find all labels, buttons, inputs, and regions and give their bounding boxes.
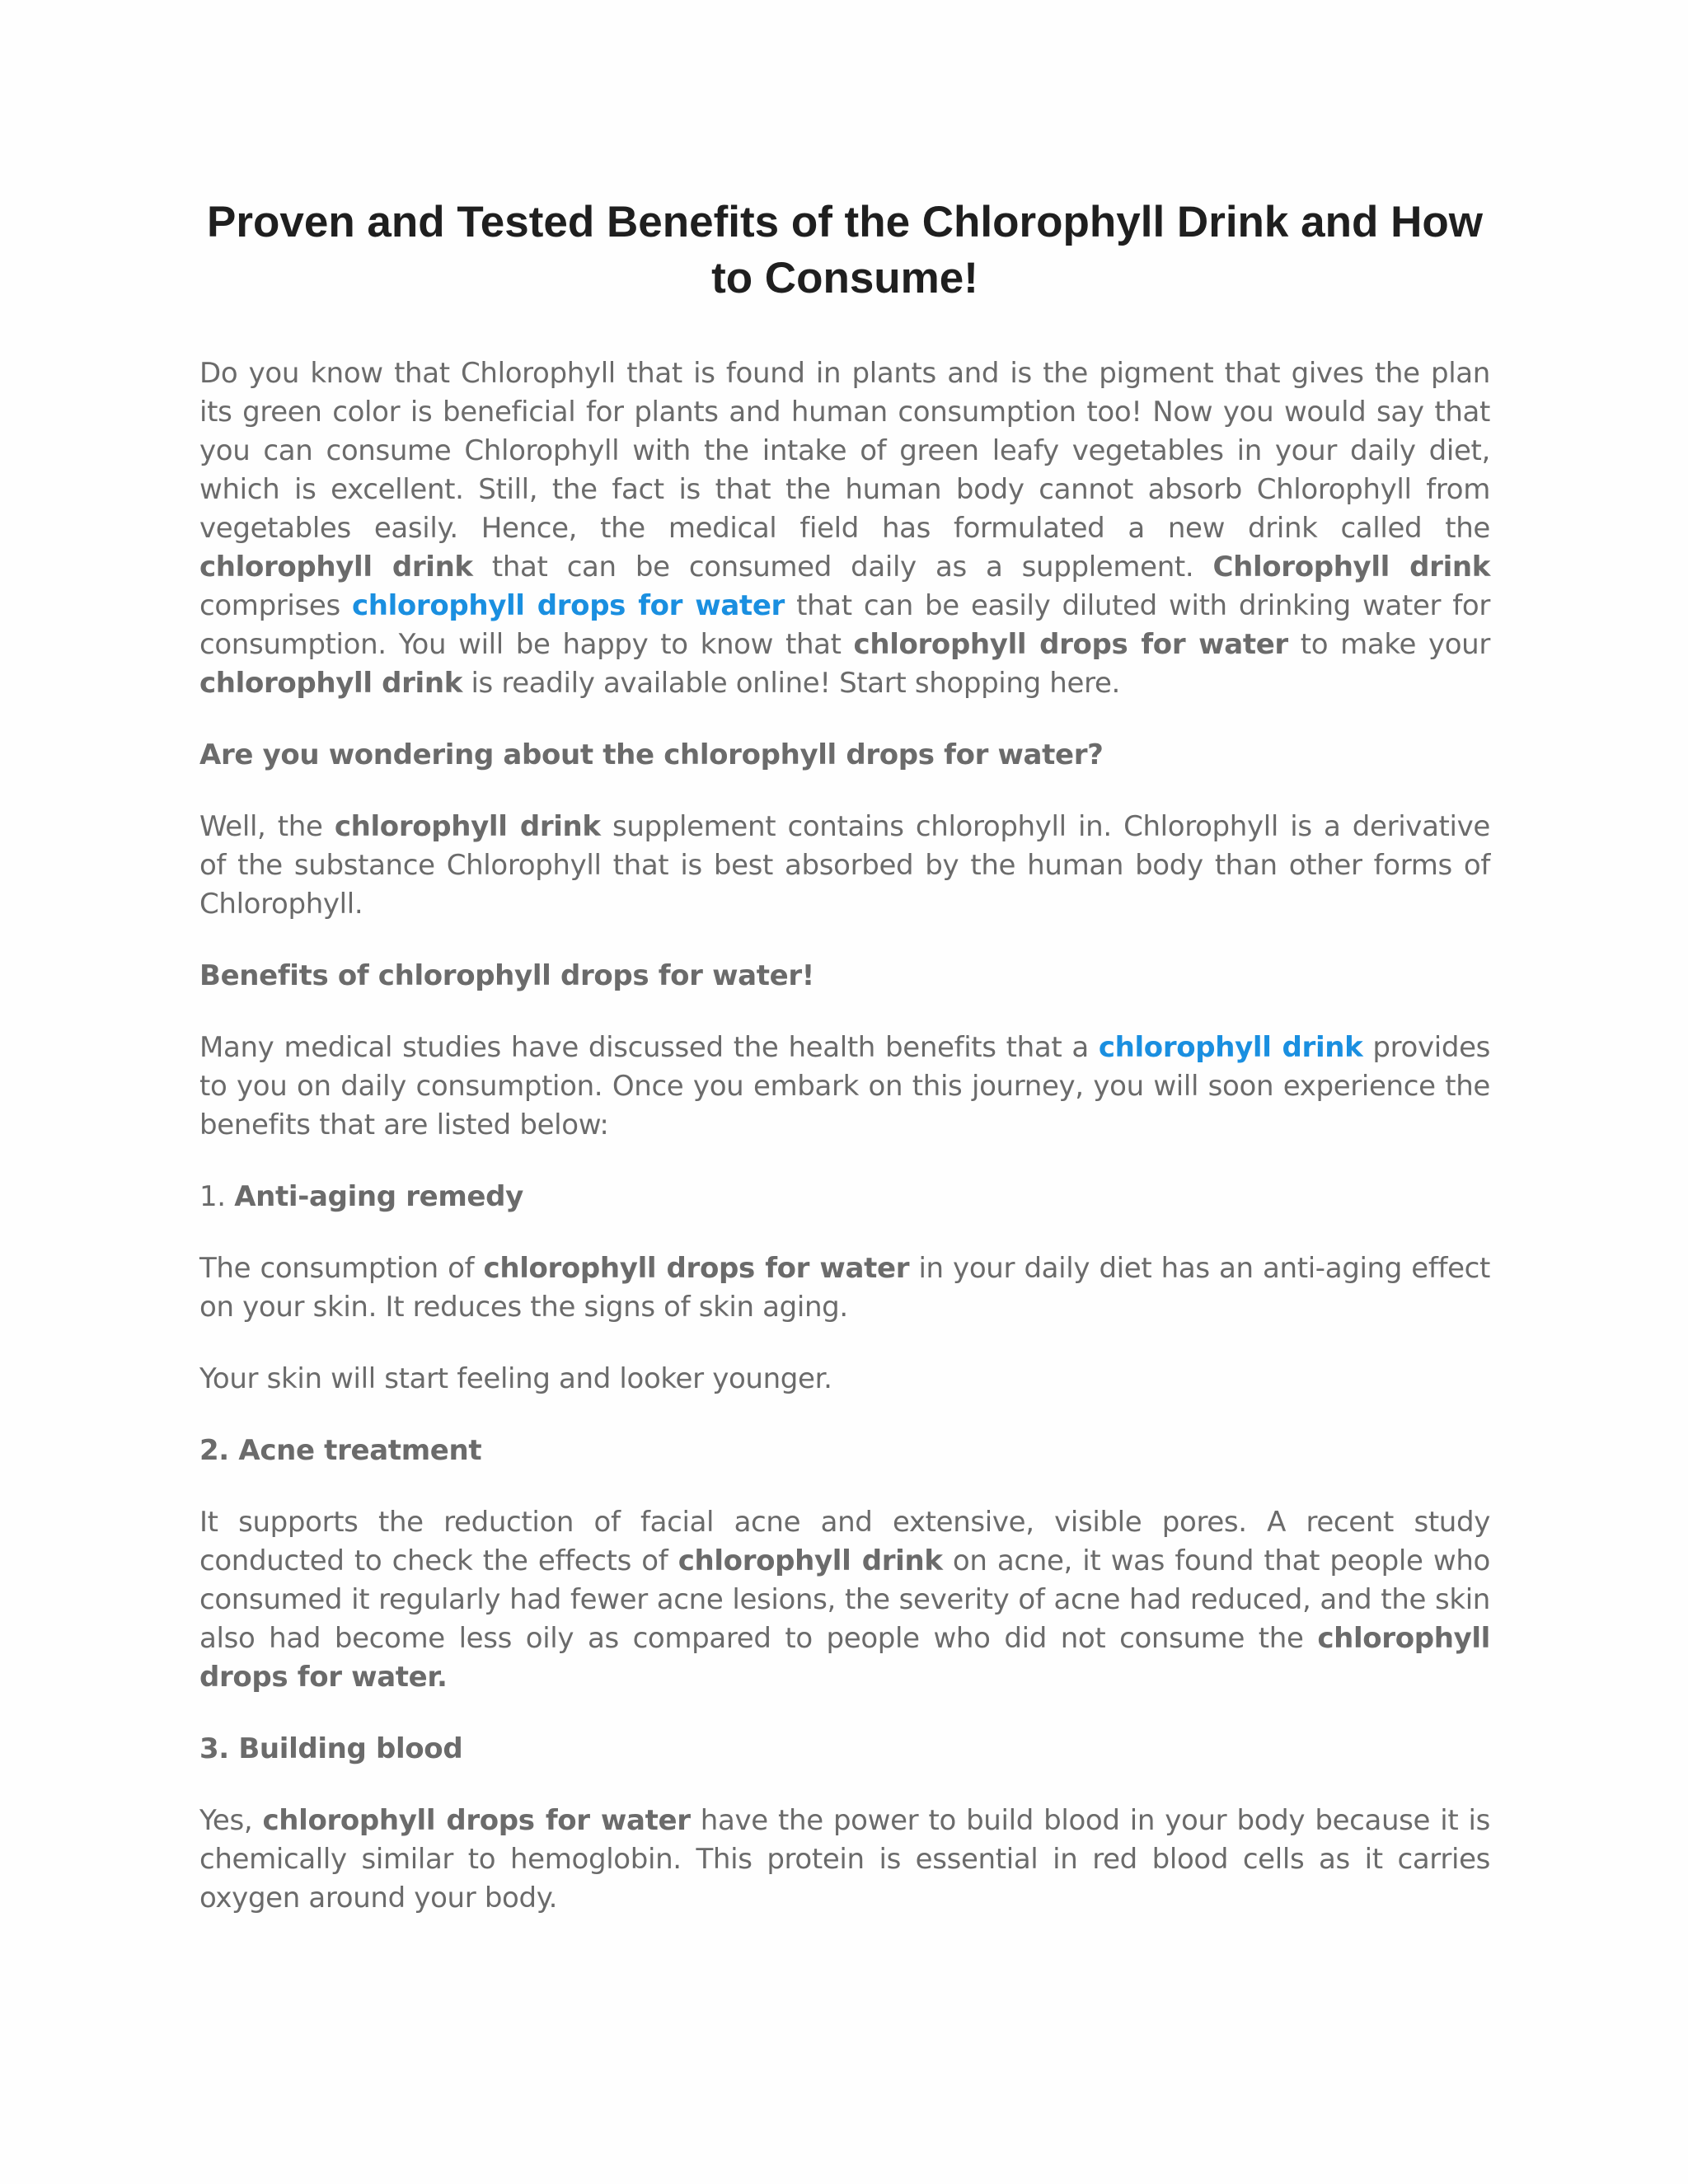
intro-text-4: that can be easily diluted with drinking water for consumption. You will be happy to know that — [199, 589, 1490, 661]
item3-heading: 3. Building blood — [199, 1732, 463, 1765]
item1-paragraph-2: Your skin will start feeling and looker younger. — [199, 1362, 832, 1395]
question-text-2: supplement contains chlorophyll in. Chlorophyll is a derivative of the substance Chlorophyll that is best absorbed by the human body than other forms of Chlorophyll. — [199, 810, 1490, 921]
item2-bold-1: chlorophyll drink — [678, 1544, 943, 1577]
benefits-paragraph — [199, 1029, 1490, 1145]
intro-bold-4: chlorophyll drink — [199, 667, 462, 700]
item1-title: Anti-aging remedy — [234, 1180, 523, 1213]
benefits-heading: Benefits of chlorophyll drops for water! — [199, 959, 814, 992]
intro-text-1: Do you know that Chlorophyll that is found in plants and is the pigment that gives the plan its green color is beneficial for plants and human consumption too! Now you would say that you can consume Chlorophyll with the intake of green leafy vegetables in your daily diet, which is excellent. Still, the fact is that the human body cannot absorb Chlorophyll from vegetables easily. Hence, the medical field has formulated a new drink called the — [199, 357, 1490, 545]
item2-text-1: It supports the reduction of facial acne and extensive, visible pores. A recent study conducted to check the effects of — [199, 1506, 1490, 1577]
question-paragraph — [199, 808, 1490, 924]
intro-bold-3: chlorophyll drops for water — [853, 628, 1288, 661]
item1-paragraph — [199, 1249, 1490, 1327]
intro-bold-2: Chlorophyll drink — [1212, 551, 1491, 583]
benefits-text-1: Many medical studies have discussed the health benefits that a — [199, 1031, 1099, 1064]
chlorophyll-drops-link[interactable]: chlorophyll drops for water — [351, 589, 785, 622]
item3-bold-1: chlorophyll drops for water — [262, 1804, 691, 1837]
intro-paragraph — [199, 354, 1490, 703]
question-heading: Are you wondering about the chlorophyll drops for water? — [199, 738, 1104, 771]
intro-text-2: that can be consumed daily as a supplement. — [472, 551, 1213, 583]
item2-bold-2: chlorophyll drops for water. — [199, 1622, 1490, 1694]
item1-bold-1: chlorophyll drops for water — [483, 1252, 910, 1285]
item2-paragraph — [199, 1503, 1490, 1697]
question-bold-1: chlorophyll drink — [334, 810, 601, 843]
intro-bold-1: chlorophyll drink — [199, 551, 473, 583]
item3-paragraph — [199, 1802, 1490, 1918]
document-content — [199, 194, 1490, 1951]
benefits-text-2: provides to you on daily consumption. Once you embark on this journey, you will soon experience the benefits that are listed below: — [199, 1031, 1491, 1141]
intro-text-3: comprises — [199, 589, 352, 622]
chlorophyll-drink-link[interactable]: chlorophyll drink — [1098, 1031, 1363, 1064]
item1-heading — [199, 1178, 1490, 1216]
question-text-1: Well, the — [199, 810, 335, 843]
item2-heading: 2. Acne treatment — [199, 1434, 482, 1467]
item2-text-2: on acne, it was found that people who consumed it regularly had fewer acne lesions, the severity of acne had reduced, and the skin also had become less oily as compared to people who did not consume the — [199, 1544, 1490, 1655]
intro-text-6: is readily available online! Start shopping here. — [462, 667, 1120, 700]
item1-text-1: The consumption of — [199, 1252, 484, 1285]
item3-text-1: Yes, — [199, 1804, 263, 1837]
item1-number: 1. — [199, 1180, 235, 1213]
item1-text-2: in your daily diet has an anti-aging effect on your skin. It reduces the signs of skin aging. — [199, 1252, 1490, 1324]
intro-text-5: to make your — [1287, 628, 1491, 661]
item3-text-2: have the power to build blood in your body because it is chemically similar to hemoglobin. This protein is essential in red blood cells as it carries oxygen around your body. — [199, 1804, 1490, 1915]
page-title: Proven and Tested Benefits of the Chlorophyll Drink and How to Consume! — [207, 198, 1483, 302]
